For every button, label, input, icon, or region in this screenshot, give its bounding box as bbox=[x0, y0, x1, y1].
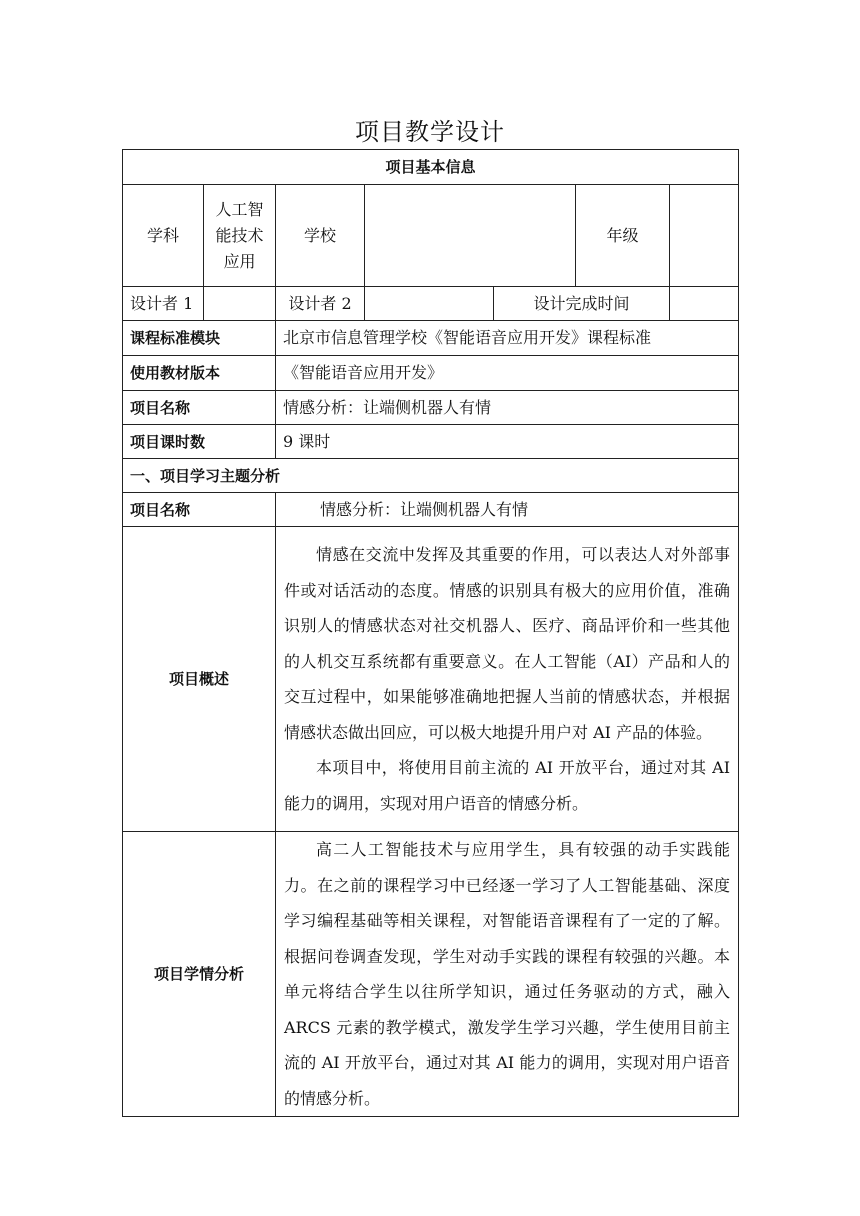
hours-label: 项目课时数 bbox=[123, 425, 276, 459]
designer1-value bbox=[204, 287, 276, 321]
grade-value bbox=[670, 185, 739, 287]
designer1-label: 设计者 1 bbox=[123, 287, 204, 321]
learner-analysis-cell bbox=[276, 832, 739, 1117]
hours-value: 9 课时 bbox=[276, 425, 739, 459]
overview-paragraph-1: 情感在交流中发挥及其重要的作用，可以表达人对外部事件或对话活动的态度。情感的识别具有极大的应用价值，准确识别人的情感状态对社交机器人、医疗、商品评价和一些其他的人机交互系统都有重要意义。在人工智能（AI）产品和人的交互过程中，如果能够准确地把握人当前的情感状态，并根据情感状态做出回应，可以极大地提升用户对 AI 产品的体验。 bbox=[284, 545, 731, 742]
section1-title: 一、项目学习主题分析 bbox=[123, 459, 739, 493]
standard-module-label: 课程标准模块 bbox=[123, 321, 276, 356]
project-name-label: 项目名称 bbox=[123, 391, 276, 425]
basic-info-header: 项目基本信息 bbox=[123, 150, 739, 185]
designer2-value bbox=[365, 287, 494, 321]
grade-label: 年级 bbox=[576, 185, 670, 287]
standard-module-value: 北京市信息管理学校《智能语音应用开发》课程标准 bbox=[276, 321, 739, 356]
completion-time-value bbox=[670, 287, 739, 321]
overview-label: 项目概述 bbox=[123, 527, 276, 832]
overview-cell bbox=[276, 527, 739, 832]
learner-analysis-label: 项目学情分析 bbox=[123, 832, 276, 1117]
section1-project-name-value: 情感分析：让端侧机器人有情 bbox=[276, 493, 739, 527]
section1-project-name-label: 项目名称 bbox=[123, 493, 276, 527]
completion-time-label: 设计完成时间 bbox=[494, 287, 670, 321]
designer2-label: 设计者 2 bbox=[276, 287, 365, 321]
page-title: 项目教学设计 bbox=[355, 118, 505, 146]
textbook-label: 使用教材版本 bbox=[123, 356, 276, 391]
overview-paragraph-2: 本项目中，将使用目前主流的 AI 开放平台，通过对其 AI 能力的调用，实现对用户语音的情感分析。 bbox=[284, 758, 731, 813]
school-value bbox=[365, 185, 576, 287]
subject-value: 人工智能技术应用 bbox=[204, 185, 276, 287]
textbook-value: 《智能语音应用开发》 bbox=[276, 356, 739, 391]
subject-label: 学科 bbox=[123, 185, 204, 287]
project-design-table bbox=[122, 149, 739, 1117]
project-name-value: 情感分析：让端侧机器人有情 bbox=[276, 391, 739, 425]
learner-analysis-paragraph: 高二人工智能技术与应用学生，具有较强的动手实践能力。在之前的课程学习中已经逐一学习了人工智能基础、深度学习编程基础等相关课程，对智能语音课程有了一定的了解。根据问卷调查发现，学生对动手实践的课程有较强的兴趣。本单元将结合学生以往所学知识，通过任务驱动的方式，融入 ARCS 元素的教学模式，激发学生学习兴趣，学生使用目前主流的 AI 开放平台，通过对其 AI 能力的调用，实现对用户语音的情感分析。 bbox=[284, 840, 731, 1108]
school-label: 学校 bbox=[276, 185, 365, 287]
